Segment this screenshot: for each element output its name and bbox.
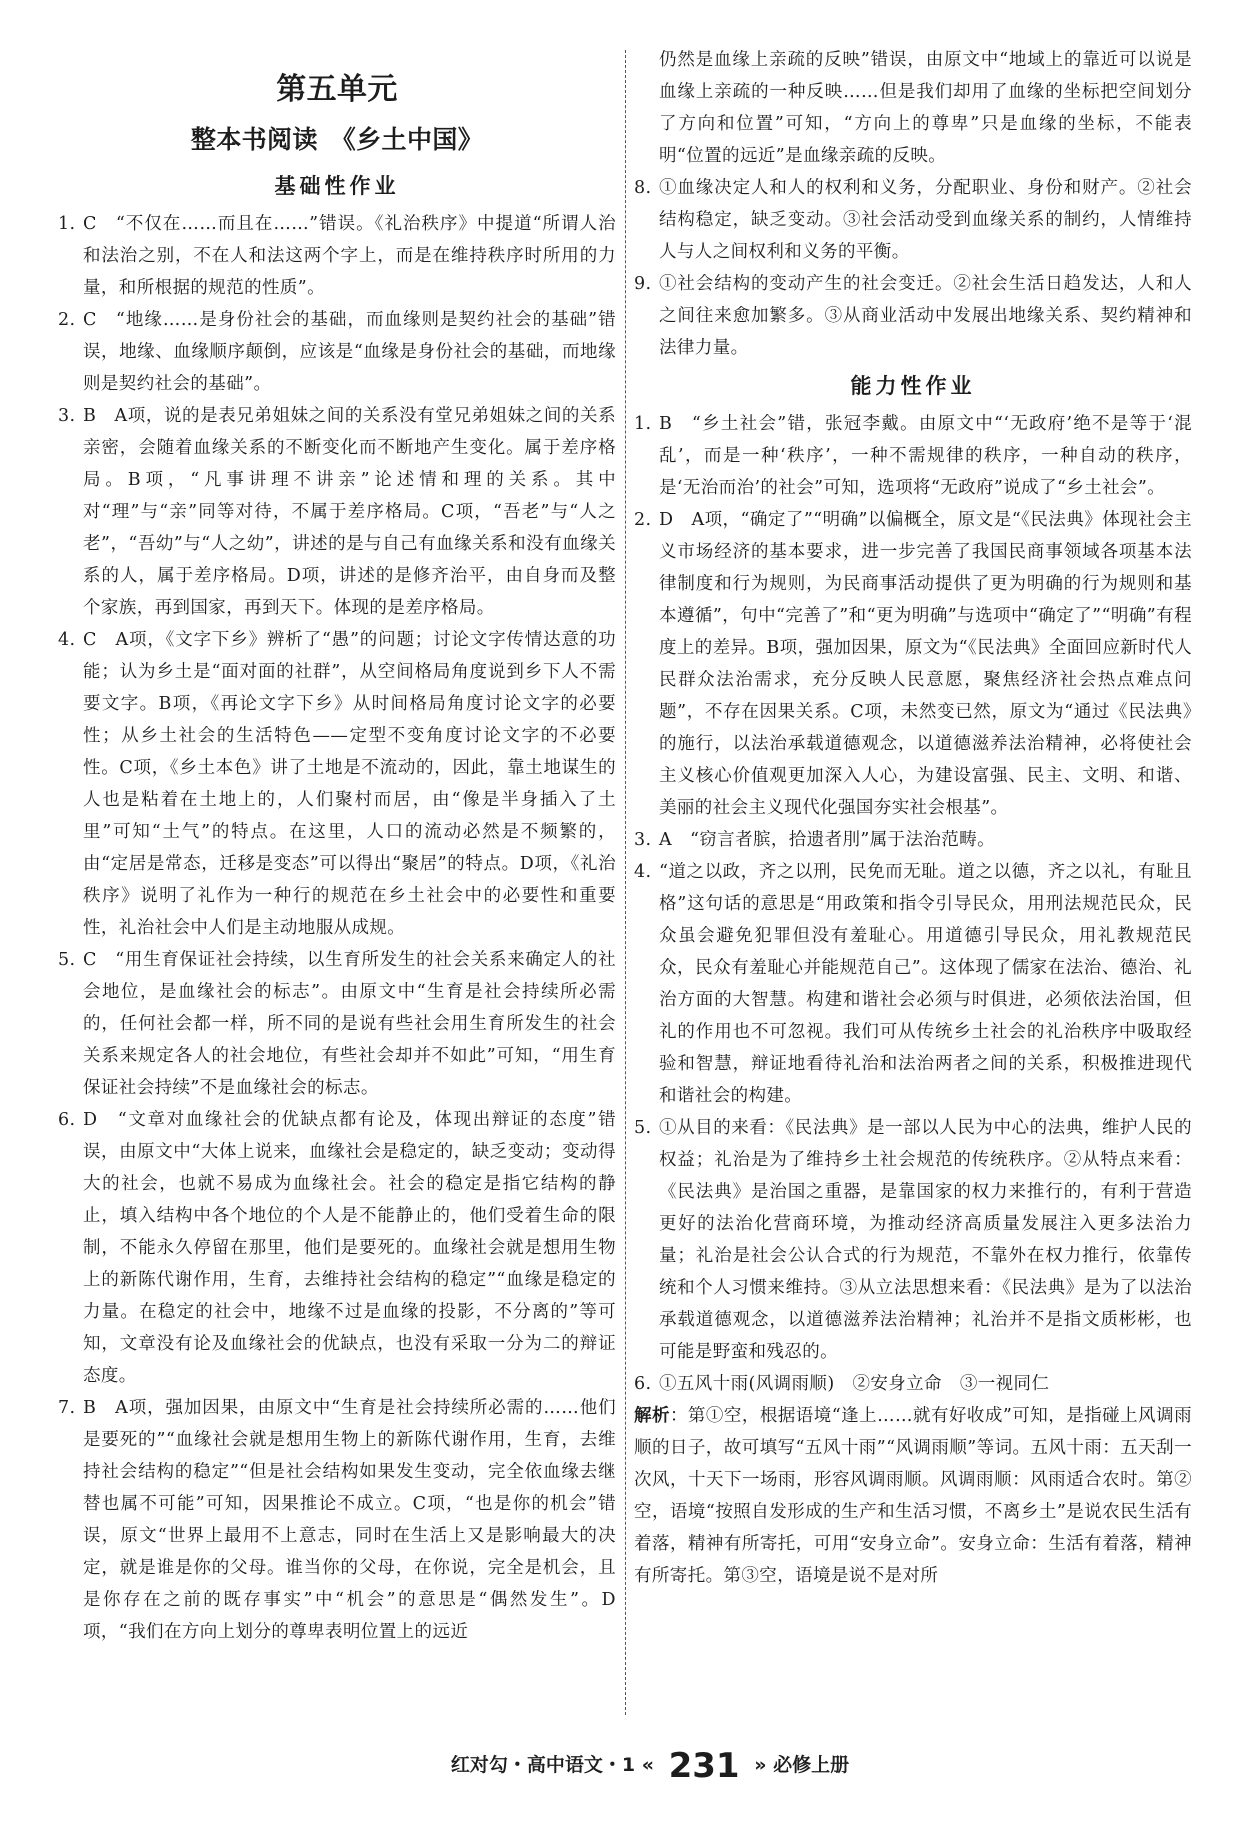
section-title-ability: 能力性作业 — [850, 374, 976, 398]
answer-item — [58, 1392, 616, 1648]
analysis-paragraph — [634, 1400, 1192, 1592]
answer-item — [58, 1104, 616, 1392]
column-divider — [625, 50, 626, 1715]
item-text: B A项，说的是表兄弟姐妹之间的关系没有堂兄弟姐妹之间的关系亲密，会随着血缘关系的不断变化而不断地产生变化。属于差序格局。B项，“凡事讲理不讲亲”论述情和理的关系。其中对“理”与“亲”同等对待，不属于差序格局。C项，“吾老”与“人之老”，“吾幼”与“人之幼”，讲述的是与自己有血缘关系和没有血缘关系的人，属于差序格局。D项，讲述的是修齐治平，由自身而及整个家族，再到国家，再到天下。体现的是差序格局。 — [83, 406, 616, 618]
footer-volume: 必修上册 — [773, 1754, 850, 1776]
item-number: 6. — [58, 1110, 76, 1130]
footer-book-series: 红对勾・高中语文・1 — [450, 1754, 636, 1776]
item-text: ①社会结构的变动产生的社会变迁。②社会生活日趋发达，人和人之间往来愈加繁多。③从商业活动中发展出地缘关系、契约精神和法律力量。 — [659, 274, 1192, 358]
item-text: C A项，《文字下乡》辨析了“愚”的问题；讨论文字传情达意的功能；认为乡土是“面对面的社群”，从空间格局角度说到乡下人不需要文字。B项，《再论文字下乡》从时间格局角度讨论文字的必要性；从乡土社会的生活特色——定型不变角度讨论文字的不必要性。C项，《乡土本色》讲了土地是不流动的，因此，靠土地谋生的人也是粘着在土地上的，人们聚村而居，由“像是半身插入了土里”可知“土气”的特点。在这里，人口的流动必然是不频繁的，由“定居是常态，迁移是变态”可以得出“聚居”的特点。D项，《礼治秩序》说明了礼作为一种行的规范在乡土社会中的必要性和重要性，礼治社会中人们是主动地服从成规。 — [83, 630, 616, 938]
section-title-basic: 基础性作业 — [274, 174, 400, 198]
item-number: 6. — [634, 1374, 652, 1394]
item-text: D A项，“确定了”“明确”以偏概全，原文是“《民法典》体现社会主义市场经济的基本要求，进一步完善了我国民商事领域各项基本法律制度和行为规则，为民商事活动提供了更为明确的行为规则和基本遵循”，句中“完善了”和“更为明确”与选项中“确定了”“明确”有程度上的差异。B项，强加因果，原文为“《民法典》全面回应新时代人民群众法治需求，充分反映人民意愿，聚焦经济社会热点难点问题”，不存在因果关系。C项，未然变已然，原文为“通过《民法典》的施行，以法治承载道德观念，以道德滋养法治精神，必将使社会主义核心价值观更加深入人心，为建设富强、民主、文明、和谐、美丽的社会主义现代化强国夯实社会根基”。 — [659, 510, 1192, 818]
item-text: B “乡土社会”错，张冠李戴。由原文中“‘无政府’绝不是等于‘混乱’，而是一种‘秩序’，一种不需规律的秩序，一种自动的秩序，是‘无治而治’的社会”可知，选项将“无政府”说成了“乡土社会”。 — [659, 414, 1192, 498]
answer-item — [58, 208, 616, 304]
answer-item — [634, 824, 1192, 856]
answer-item — [634, 268, 1192, 364]
book-title: 整本书阅读 《乡土中国》 — [190, 125, 484, 154]
item-number: 9. — [634, 274, 652, 294]
item-text: ①血缘决定人和人的权利和义务，分配职业、身份和财产。②社会结构稳定，缺乏变动。③社会活动受到血缘关系的制约，人情维持人与人之间权利和义务的平衡。 — [659, 178, 1192, 262]
answer-item — [634, 1368, 1192, 1400]
item-text: C “地缘……是身份社会的基础，而血缘则是契约社会的基础”错误，地缘、血缘顺序颠倒，应该是“血缘是身份社会的基础，而地缘则是契约社会的基础”。 — [83, 310, 616, 394]
answer-item-continuation — [634, 44, 1192, 172]
left-column — [58, 44, 616, 1648]
page-number: 231 — [668, 1745, 740, 1786]
item-number: 4. — [58, 630, 76, 650]
answer-item — [634, 408, 1192, 504]
item-text: C “不仅在……而且在……”错误。《礼治秩序》中提道“所谓人治和法治之别，不在人和法这两个字上，而是在维持秩序时所用的力量，和所根据的规范的性质”。 — [83, 214, 616, 298]
answer-item — [634, 172, 1192, 268]
right-column — [634, 44, 1192, 1592]
item-text: “道之以政，齐之以刑，民免而无耻。道之以德，齐之以礼，有耻且格”这句话的意思是“用政策和指令引导民众，用刑法规范民众，民众虽会避免犯罪但没有羞耻心。用道德引导民众，用礼教规范民众，民众有羞耻心并能规范自己”。这体现了儒家在法治、德治、礼治方面的大智慧。构建和谐社会必须与时俱进，必须依法治国，但礼的作用也不可忽视。我们可从传统乡土社会的礼治秩序中吸取经验和智慧，辩证地看待礼治和法治两者之间的关系，积极推进现代和谐社会的构建。 — [659, 862, 1192, 1106]
answer-item — [634, 504, 1192, 824]
item-text: A “窃言者膑，拾遗者刖”属于法治范畴。 — [659, 830, 996, 850]
item-number: 8. — [634, 178, 652, 198]
item-number: 5. — [58, 950, 76, 970]
item-text: D “文章对血缘社会的优缺点都有论及，体现出辩证的态度”错误，由原文中“大体上说来，血缘社会是稳定的，缺乏变动；变动得大的社会，也就不易成为血缘社会。社会的稳定是指它结构的静止，填入结构中各个地位的个人是不能静止的，他们受着生命的限制，不能永久停留在那里，他们是要死的。血缘社会就是想用生物上的新陈代谢作用，生育，去维持社会结构的稳定”“血缘是稳定的力量。在稳定的社会中，地缘不过是血缘的投影，不分离的”等可知，文章没有论及血缘社会的优缺点，也没有采取一分为二的辩证态度。 — [83, 1110, 616, 1386]
analysis-label: 解析 — [634, 1406, 670, 1426]
item-text: 仍然是血缘上亲疏的反映”错误，由原文中“地域上的靠近可以说是血缘上亲疏的一种反映……但是我们却用了血缘的坐标把空间划分了方向和位置”可知，“方向上的尊卑”只是血缘的坐标，不能表明“位置的远近”是血缘亲疏的反映。 — [659, 50, 1192, 166]
item-number: 7. — [58, 1398, 76, 1418]
item-number: 2. — [634, 510, 652, 530]
page-footer — [440, 1740, 860, 1790]
item-number: 3. — [58, 406, 76, 426]
answer-item — [634, 1112, 1192, 1368]
item-number: 5. — [634, 1118, 652, 1138]
item-number: 4. — [634, 862, 652, 882]
item-number: 1. — [58, 214, 76, 234]
answer-item — [58, 624, 616, 944]
footer-left-quote: « — [641, 1754, 654, 1776]
answer-item — [634, 856, 1192, 1112]
analysis-text: ：第①空，根据语境“逢上……就有好收成”可知，是指碰上风调雨顺的日子，故可填写“五风十雨”“风调雨顺”等词。五风十雨：五天刮一次风，十天下一场雨，形容风调雨顺。风调雨顺：风雨适合农时。第②空，语境“按照自发形成的生产和生活习惯，不离乡土”是说农民生活有着落，精神有所寄托，可用“安身立命”。安身立命：生活有着落，精神有所寄托。第③空，语境是说不是对所 — [634, 1406, 1192, 1586]
item-text: ①从目的来看：《民法典》是一部以人民为中心的法典，维护人民的权益；礼治是为了维持乡土社会规范的传统秩序。②从特点来看：《民法典》是治国之重器，是靠国家的权力来推行的，有利于营造更好的法治化营商环境，为推动经济高质量发展注入更多法治力量；礼治是社会公认合式的行为规范，不靠外在权力推行，依靠传统和个人习惯来维持。③从立法思想来看：《民法典》是为了以法治承载道德观念，以道德滋养法治精神；礼治并不是指文质彬彬，也可能是野蛮和残忍的。 — [659, 1118, 1192, 1362]
item-text: C “用生育保证社会持续，以生育所发生的社会关系来确定人的社会地位，是血缘社会的标志”。由原文中“生育是社会持续所必需的，任何社会都一样，所不同的是说有些社会用生育所发生的社会关系来规定各人的社会地位，有些社会却并不如此”可知，“用生育保证社会持续”不是血缘社会的标志。 — [83, 950, 616, 1098]
unit-title: 第五单元 — [276, 72, 398, 107]
footer-right-quote: » — [754, 1754, 767, 1776]
item-number: 1. — [634, 414, 652, 434]
item-text: ①五风十雨(风调雨顺) ②安身立命 ③一视同仁 — [659, 1374, 1050, 1394]
item-text: B A项，强加因果，由原文中“生育是社会持续所必需的……他们是要死的”“血缘社会就是想用生物上的新陈代谢作用，生育，去维持社会结构的稳定”“但是社会结构如果发生变动，完全依血缘去继替也属不可能”可知，因果推论不成立。C项，“也是你的机会”错误，原文“世界上最用不上意志，同时在生活上又是影响最大的决定，就是谁是你的父母。谁当你的父母，在你说，完全是机会，且是你存在之前的既存事实”中“机会”的意思是“偶然发生”。D项，“我们在方向上划分的尊卑表明位置上的远近 — [83, 1398, 616, 1642]
answer-item — [58, 304, 616, 400]
answer-item — [58, 944, 616, 1104]
item-number: 2. — [58, 310, 76, 330]
answer-item — [58, 400, 616, 624]
item-number: 3. — [634, 830, 652, 850]
